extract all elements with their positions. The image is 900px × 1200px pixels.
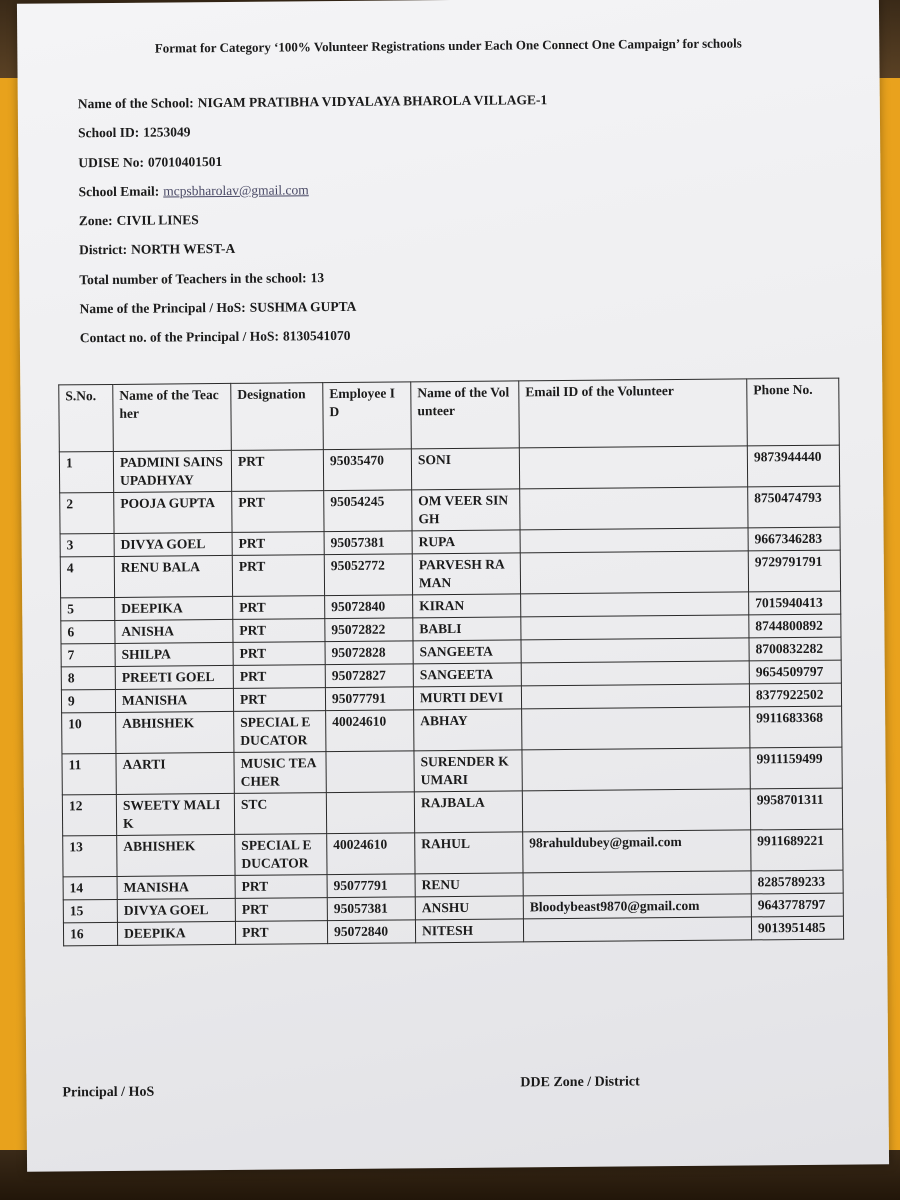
- cell-designation: SPECIAL EDUCATOR: [235, 834, 327, 876]
- cell-volunteer-email: [521, 661, 749, 686]
- teacher-count-value: 13: [310, 269, 325, 286]
- cell-volunteer-email: [519, 446, 747, 489]
- cell-designation: PRT: [235, 921, 327, 945]
- cell-employee-id: 95077791: [327, 874, 415, 898]
- table-row: [62, 747, 842, 795]
- cell-volunteer-email: [521, 638, 749, 663]
- zone-line: [79, 208, 549, 241]
- cell-employee-id: [326, 792, 414, 834]
- cell-volunteer-email: [520, 528, 748, 553]
- header-teacher-name: Name of the Teacher: [113, 383, 232, 451]
- table-row: [63, 829, 843, 877]
- school-info: [78, 91, 550, 359]
- cell-volunteer-email: [522, 707, 750, 750]
- cell-volunteer-name: PARVESH RAMAN: [412, 553, 520, 595]
- school-name-line: [78, 91, 548, 124]
- table-body: [59, 445, 843, 946]
- school-id-value: 1253049: [143, 124, 191, 140]
- cell-phone: 8744800892: [749, 614, 841, 638]
- cell-sno: 16: [63, 922, 117, 945]
- volunteer-table: [58, 378, 844, 947]
- school-name-value: NIGAM PRATIBHA VIDYALAYA BHAROLA VILLAGE-1: [197, 92, 548, 111]
- cell-employee-id: 40024610: [327, 833, 415, 875]
- cell-sno: 8: [61, 666, 115, 689]
- table-row: [59, 445, 839, 493]
- cell-teacher-name: ABHISHEK: [117, 834, 235, 876]
- cell-employee-id: [326, 751, 414, 793]
- cell-teacher-name: MANISHA: [115, 688, 233, 712]
- cell-phone: 9654509797: [749, 660, 841, 684]
- cell-volunteer-name: MURTI DEVI: [413, 686, 521, 710]
- cell-phone: 9643778797: [751, 893, 843, 917]
- school-id-label: School ID:: [77, 125, 140, 141]
- principal-contact-label: Contact no. of the Principal / HoS:: [79, 328, 280, 346]
- cell-sno: 15: [63, 899, 117, 922]
- cell-designation: PRT: [232, 532, 324, 556]
- cell-teacher-name: AARTI: [116, 752, 234, 794]
- udise-value: 07010401501: [147, 153, 223, 170]
- cell-teacher-name: ABHISHEK: [116, 711, 234, 753]
- cell-employee-id: 95072840: [325, 595, 413, 619]
- cell-phone: 9667346283: [748, 527, 840, 551]
- cell-designation: PRT: [233, 642, 325, 666]
- cell-sno: 1: [59, 451, 113, 492]
- principal-signature-label: Principal / HoS: [62, 1084, 155, 1101]
- header-sno: S.No.: [59, 384, 114, 451]
- principal-name-value: SUSHMA GUPTA: [249, 298, 357, 315]
- teacher-count-label: Total number of Teachers in the school:: [79, 270, 307, 288]
- cell-phone: 9873944440: [747, 445, 839, 487]
- cell-employee-id: 95077791: [325, 687, 413, 711]
- cell-employee-id: 40024610: [326, 710, 414, 752]
- cell-employee-id: 95035470: [323, 449, 411, 491]
- cell-volunteer-name: BABLI: [413, 617, 521, 641]
- header-designation: Designation: [231, 383, 324, 451]
- cell-designation: PRT: [235, 898, 327, 922]
- cell-designation: PRT: [235, 875, 327, 899]
- cell-phone: 9911689221: [751, 829, 843, 871]
- cell-teacher-name: ANISHA: [115, 619, 233, 643]
- cell-volunteer-name: SURENDER KUMARI: [414, 750, 522, 792]
- cell-volunteer-email: [521, 592, 749, 617]
- cell-volunteer-name: NITESH: [415, 919, 523, 943]
- header-employee-id: Employee ID: [323, 382, 412, 450]
- cell-volunteer-name: RAJBALA: [414, 791, 522, 833]
- cell-volunteer-email: [520, 487, 748, 530]
- cell-sno: 4: [60, 556, 114, 597]
- cell-volunteer-email: [523, 871, 751, 896]
- cell-designation: STC: [234, 793, 326, 835]
- cell-volunteer-name: ABHAY: [414, 709, 522, 751]
- cell-volunteer-name: OM VEER SINGH: [412, 489, 520, 531]
- cell-designation: PRT: [233, 665, 325, 689]
- header-volunteer-name: Name of the Volunteer: [411, 381, 520, 449]
- district-line: [79, 238, 549, 271]
- cell-sno: 9: [61, 689, 115, 712]
- table-row: [62, 788, 842, 836]
- cell-phone: 7015940413: [749, 591, 841, 615]
- cell-volunteer-email: [521, 615, 749, 640]
- header-volunteer-email: Email ID of the Volunteer: [519, 379, 748, 448]
- table-row: [60, 550, 840, 598]
- cell-designation: MUSIC TEACHER: [234, 752, 326, 794]
- cell-sno: 12: [62, 794, 116, 835]
- cell-employee-id: 95057381: [324, 531, 412, 555]
- cell-sno: 5: [61, 597, 115, 620]
- cell-teacher-name: PREETI GOEL: [115, 665, 233, 689]
- header-phone: Phone No.: [747, 378, 840, 446]
- cell-designation: SPECIAL EDUCATOR: [234, 711, 326, 753]
- document-heading: Format for Category ‘100% Volunteer Registrations under Each One Connect One Campaign’ for schools: [154, 35, 742, 56]
- cell-employee-id: 95057381: [327, 897, 415, 921]
- cell-sno: 7: [61, 643, 115, 666]
- principal-contact-line: [80, 326, 550, 359]
- cell-employee-id: 95054245: [324, 490, 412, 532]
- cell-sno: 11: [62, 753, 116, 794]
- district-value: NORTH WEST-A: [130, 241, 236, 258]
- cell-employee-id: 95072828: [325, 641, 413, 665]
- cell-teacher-name: MANISHA: [117, 875, 235, 899]
- table-row: [62, 706, 842, 754]
- cell-teacher-name: POOJA GUPTA: [114, 491, 232, 533]
- cell-volunteer-email: [522, 789, 750, 832]
- cell-phone: 8750474793: [748, 486, 840, 528]
- cell-teacher-name: DEEPIKA: [117, 921, 235, 945]
- school-email-line: [78, 179, 548, 212]
- cell-volunteer-name: RENU: [415, 873, 523, 897]
- cell-sno: 10: [62, 712, 116, 753]
- cell-sno: 14: [63, 876, 117, 899]
- document-sheet: [17, 0, 889, 1172]
- cell-sno: 3: [60, 533, 114, 556]
- cell-employee-id: 95072827: [325, 664, 413, 688]
- cell-volunteer-email: [522, 748, 750, 791]
- cell-phone: 9911159499: [750, 747, 842, 789]
- cell-volunteer-name: SONI: [411, 448, 519, 490]
- cell-volunteer-name: ANSHU: [415, 896, 523, 920]
- cell-volunteer-email: Bloodybeast9870@gmail.com: [523, 894, 751, 919]
- cell-teacher-name: SHILPA: [115, 642, 233, 666]
- zone-value: CIVIL LINES: [116, 212, 199, 229]
- cell-volunteer-name: SANGEETA: [413, 663, 521, 687]
- cell-phone: 9013951485: [751, 916, 843, 940]
- cell-volunteer-name: RUPA: [412, 530, 520, 554]
- cell-phone: 8285789233: [751, 870, 843, 894]
- cell-designation: PRT: [232, 491, 324, 533]
- cell-phone: 9911683368: [750, 706, 842, 748]
- school-name-label: Name of the School:: [77, 95, 194, 112]
- cell-phone: 8700832282: [749, 637, 841, 661]
- dde-signature-label: DDE Zone / District: [520, 1074, 640, 1091]
- school-email-label: School Email:: [78, 183, 160, 200]
- zone-label: Zone:: [78, 213, 113, 229]
- cell-volunteer-name: SANGEETA: [413, 640, 521, 664]
- district-label: District:: [79, 242, 128, 258]
- cell-teacher-name: RENU BALA: [114, 555, 232, 597]
- cell-phone: 9729791791: [748, 550, 840, 592]
- school-email-link[interactable]: mcpsbharolav@gmail.com: [163, 182, 309, 199]
- teacher-count-line: [79, 267, 549, 300]
- cell-volunteer-email: [523, 917, 751, 942]
- cell-volunteer-email: 98rahuldubey@gmail.com: [523, 830, 751, 873]
- principal-name-line: [80, 296, 550, 329]
- cell-designation: PRT: [233, 619, 325, 643]
- cell-teacher-name: SWEETY MALIK: [116, 793, 234, 835]
- udise-line: [78, 150, 548, 183]
- cell-volunteer-email: [521, 684, 749, 709]
- cell-teacher-name: DIVYA GOEL: [114, 532, 232, 556]
- cell-phone: 8377922502: [749, 683, 841, 707]
- cell-designation: PRT: [233, 688, 325, 712]
- cell-sno: 2: [60, 492, 114, 533]
- school-id-line: [78, 120, 548, 153]
- cell-employee-id: 95072822: [325, 618, 413, 642]
- table-header-row: [59, 378, 840, 452]
- cell-volunteer-name: KIRAN: [413, 594, 521, 618]
- cell-designation: PRT: [233, 596, 325, 620]
- cell-sno: 6: [61, 620, 115, 643]
- table-row: [60, 486, 840, 534]
- cell-teacher-name: DIVYA GOEL: [117, 898, 235, 922]
- principal-name-label: Name of the Principal / HoS:: [79, 299, 246, 317]
- cell-sno: 13: [63, 835, 117, 876]
- cell-volunteer-email: [520, 551, 748, 594]
- cell-teacher-name: PADMINI SAINS UPADHYAY: [113, 450, 231, 492]
- principal-contact-value: 8130541070: [282, 328, 351, 344]
- cell-teacher-name: DEEPIKA: [115, 596, 233, 620]
- cell-designation: PRT: [231, 450, 323, 492]
- cell-employee-id: 95052772: [324, 554, 412, 596]
- cell-employee-id: 95072840: [327, 920, 415, 944]
- cell-volunteer-name: RAHUL: [415, 832, 523, 874]
- udise-label: UDISE No:: [78, 154, 145, 170]
- cell-designation: PRT: [232, 555, 324, 597]
- cell-phone: 9958701311: [750, 788, 842, 830]
